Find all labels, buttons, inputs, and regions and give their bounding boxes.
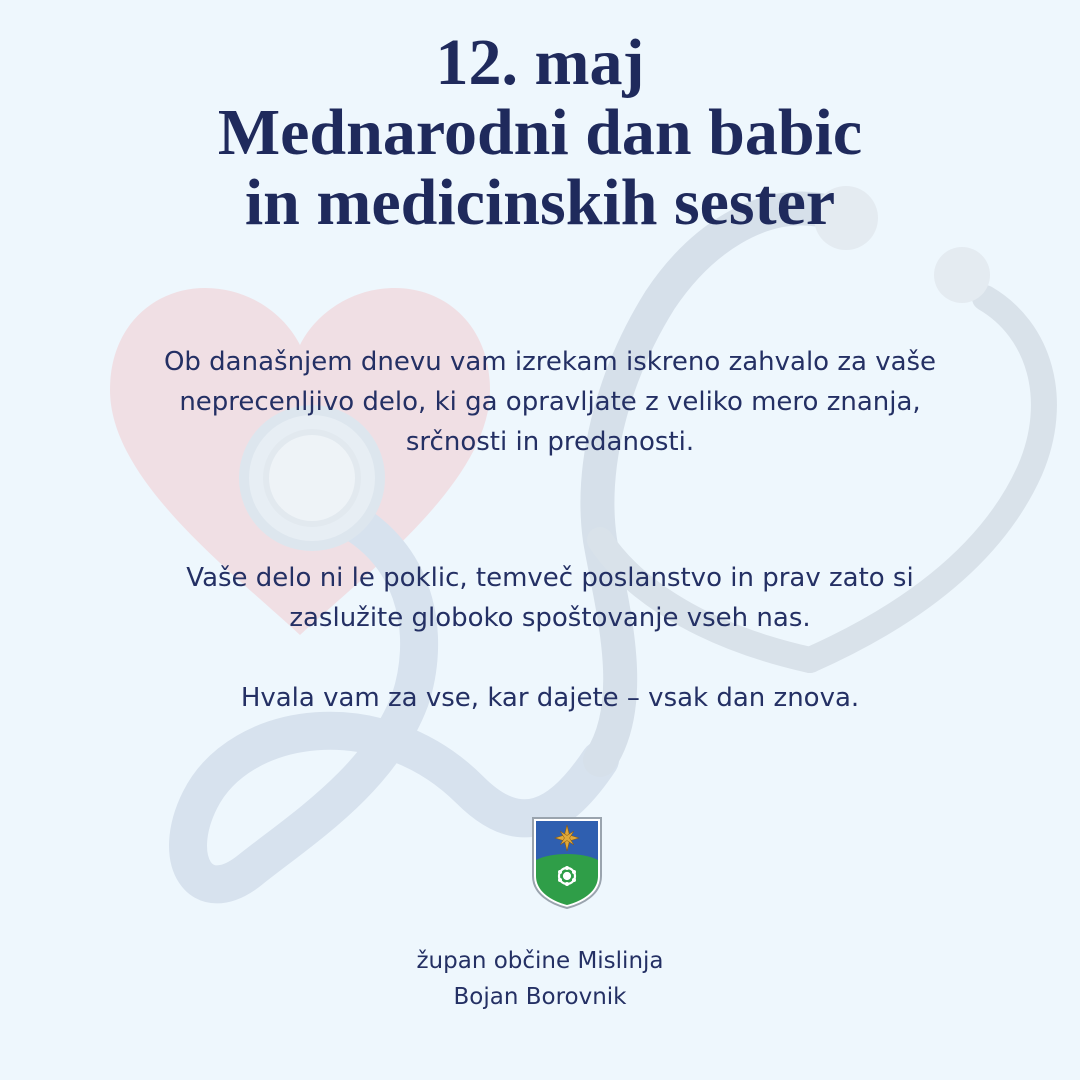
stethoscope-icon [188,186,1044,884]
title-line-3: in medicinskih sester [244,166,836,239]
signature-role: župan občine Mislinja [416,948,664,974]
page-title [0,28,1080,238]
message-paragraph-1: Ob današnjem dnevu vam izrekam iskreno zahvalo za vaše neprecenljivo delo, ki ga opravljate z veliko mero znanja, srčnosti in predanosti. [163,347,937,457]
title-line-2: Mednarodni dan babic [217,96,863,169]
signature-name: Bojan Borovnik [453,984,627,1010]
message-paragraph-3: Hvala vam za vse, kar dajete – vsak dan znova. [240,683,860,713]
message-paragraph-2: Vaše delo ni le poklic, temveč poslanstvo in prav zato si zaslužite globoko spoštovanje vseh nas. [186,563,914,633]
title-date: 12. maj [435,26,645,99]
coat-of-arms-icon [531,816,603,910]
